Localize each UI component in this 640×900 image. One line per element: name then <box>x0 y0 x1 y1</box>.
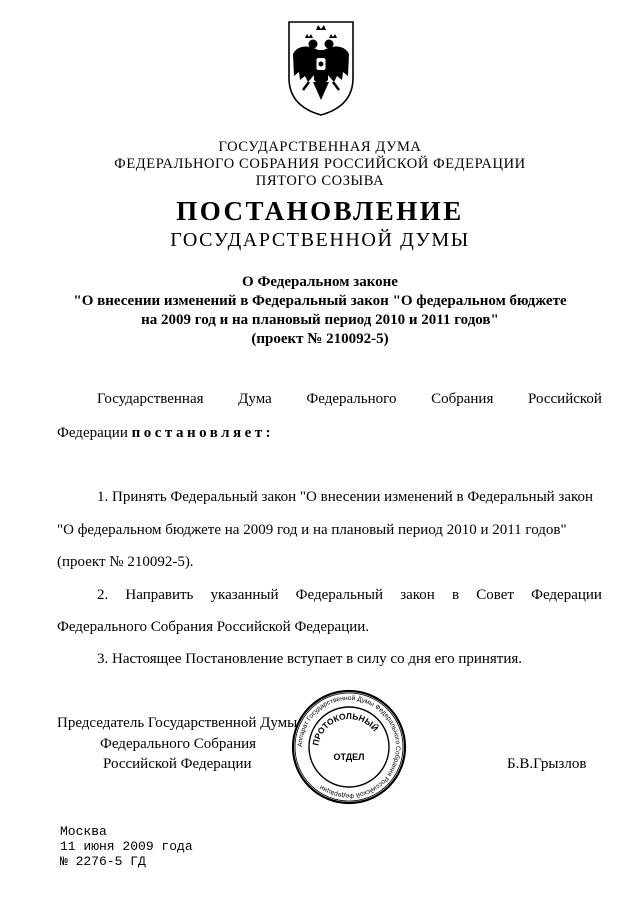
item-2-word: Федерации <box>531 587 602 603</box>
law-title-line-1: О Федеральном законе <box>242 274 398 290</box>
item-2-word: Федеральный <box>295 587 384 603</box>
preamble-word: Дума <box>238 391 272 407</box>
item-2-word: закон <box>400 587 435 603</box>
item-2-line-2: Федерального Собрания Российской Федерации. <box>57 619 370 635</box>
item-1-line-3: (проект № 210092-5). <box>57 554 194 570</box>
document-title: ПОСТАНОВЛЕНИЕ <box>176 196 464 226</box>
footer-city: Москва <box>60 824 107 839</box>
item-2-word: Направить <box>125 587 194 603</box>
signatory-title-line-1: Председатель Государственной Думы <box>57 715 298 731</box>
preamble-word: Собрания <box>431 391 494 407</box>
item-1-line-1: 1. Принять Федеральный закон "О внесении изменений в Федеральный закон <box>97 489 594 505</box>
law-title-line-2: "О внесении изменений в Федеральный закон "О федеральном бюджете <box>73 293 567 309</box>
header-line-3: ПЯТОГО СОЗЫВА <box>255 173 385 189</box>
preamble-word: Федерального <box>306 391 397 407</box>
stamp-ring-text: Аппарат Государственной Думы Федерального Собрания Российской Федерации <box>296 694 402 800</box>
item-2-word: Совет <box>476 587 514 603</box>
official-stamp <box>290 688 408 806</box>
law-project-number: (проект № 210092-5) <box>251 331 389 347</box>
preamble-word: Государственная <box>97 391 204 407</box>
document-subtitle: ГОСУДАРСТВЕННОЙ ДУМЫ <box>170 229 470 251</box>
svg-text:Аппарат Государственной Думы Ф <box>297 694 401 799</box>
preamble-line-2 <box>57 425 274 442</box>
signatory-title-line-3: Российской Федерации <box>103 756 252 772</box>
item-2-line-1 <box>97 587 602 604</box>
item-2-word: в <box>451 587 460 603</box>
item-2-word: указанный <box>210 587 279 603</box>
preamble-line-1 <box>97 391 602 408</box>
preamble-resolves: постановляет: <box>131 425 275 441</box>
stamp-center-text: ОТДЕЛ <box>333 752 365 762</box>
item-2-word: 2. <box>97 587 109 603</box>
header-line-2: ФЕДЕРАЛЬНОГО СОБРАНИЯ РОССИЙСКОЙ ФЕДЕРАЦИИ <box>114 156 526 172</box>
footer-date: 11 июня 2009 года <box>60 839 193 854</box>
item-1-line-2: "О федеральном бюджете на 2009 год и на плановый период 2010 и 2011 годов" <box>57 522 567 538</box>
signatory-name: Б.В.Грызлов <box>507 756 587 772</box>
header-line-1: ГОСУДАРСТВЕННАЯ ДУМА <box>218 139 422 155</box>
item-3-line-1: 3. Настоящее Постановление вступает в силу со дня его принятия. <box>97 651 523 667</box>
stamp-inner-text: ПРОТОКОЛЬНЫЙ <box>310 711 381 747</box>
svg-text:ПРОТОКОЛЬНЫЙ <box>310 711 381 746</box>
law-title-line-3: на 2009 год и на плановый период 2010 и 2011 годов" <box>141 312 499 328</box>
footer-number: № 2276-5 ГД <box>60 854 146 869</box>
preamble-word: Российской <box>528 391 602 407</box>
signatory-title-line-2: Федерального Собрания <box>100 736 257 752</box>
preamble-subject: Федерации <box>57 425 128 441</box>
coat-of-arms-icon <box>285 18 357 118</box>
